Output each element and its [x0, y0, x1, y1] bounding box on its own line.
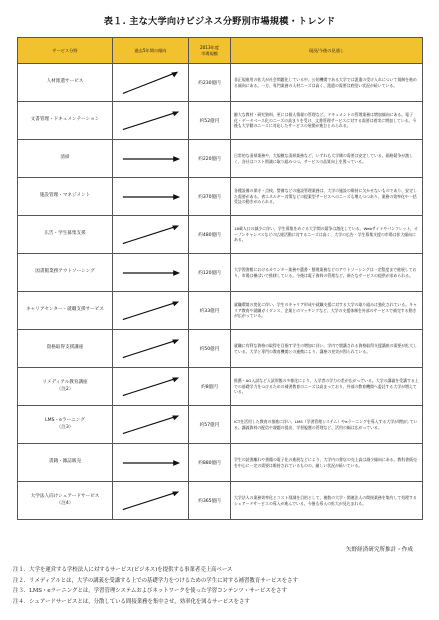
- outlook-text: 就職環境の変化に伴い、学生のキャリア形成や就職支援に対する大学の取り組みは強化されている。キャリア教育や就職ガイダンス、企業とのマッチングなど、大学の支援体制を外部のサービスで補完する動きが広がっている。: [231, 292, 423, 330]
- market-size: 約480億円: [189, 216, 231, 254]
- trend-cell: [113, 368, 189, 406]
- trend-arrow-icon: [113, 141, 188, 177]
- market-table: [17, 37, 423, 520]
- market-size: 約33億円: [189, 292, 231, 330]
- market-size: 約880億円: [189, 444, 231, 482]
- footnotes: [13, 565, 433, 607]
- outlook-text: 就職に有利な資格の取得を目指す学生の増加に伴い、学内で開講される資格取得支援講座の需要が拡大している。大学と専門の教育機関との連携により、講座の充実が図られている。: [231, 330, 423, 368]
- service-name: 清掃: [18, 140, 113, 178]
- trend-cell: [113, 64, 189, 102]
- service-name: キャリアセンター・就職支援サービス: [18, 292, 113, 330]
- trend-arrow-icon: [113, 369, 188, 405]
- footnote-2: 注２．リメディアルとは，大学の講義を受講する上での基礎学力をつけるための学生に対する補習教育サービスをさす: [13, 577, 298, 584]
- trend-arrow-icon: [113, 331, 188, 367]
- service-name: 図書館業務アウトソーシング: [18, 254, 113, 292]
- trend-arrow-icon: [113, 103, 188, 139]
- trend-cell: [113, 444, 189, 482]
- trend-arrow-icon: [113, 483, 188, 519]
- outlook-text: 膨大な教材・研究資料、更には個人情報の管理など、ドキュメントの管理業務は増加傾向にある。電子化・データベース化のニーズの高まりを受け、文書管理サービスに対する需要は着実に増加している。今後も大学側のニーズに対応したサービスの展開が進むとみられる。: [231, 102, 423, 140]
- header-service: サービス分野: [18, 38, 113, 64]
- market-size: 約52億円: [189, 102, 231, 140]
- trend-cell: [113, 102, 189, 140]
- service-name: 資格取得支援講座: [18, 330, 113, 368]
- trend-arrow-icon: [113, 407, 188, 443]
- trend-cell: [113, 406, 189, 444]
- service-name: 人材派遣サービス: [18, 64, 113, 102]
- service-name: LMS・eラーニング （注3）: [18, 406, 113, 444]
- outlook-text: ICTを活用した教育の推進に伴い、LMS（学習管理システム）やeラーニングを導入する大学が増加している。講義資料の配信や課題の提出、学習履歴の管理など、活用の幅は広がっている。: [231, 406, 423, 444]
- service-name: 大学法人向けシェアードサービス （注4）: [18, 482, 113, 520]
- table-row: [18, 64, 423, 102]
- footnote-1: 注１．大学を運営する学校法人に対するサービス(ビジネス)を提供する事業者売上高ベース: [13, 567, 233, 573]
- table-row: [18, 292, 423, 330]
- header-size-text: 2013年度 市場規模: [199, 44, 220, 56]
- trend-cell: [113, 140, 189, 178]
- table-row: [18, 178, 423, 216]
- table-title: 表１. 主な大学向けビジネス分野別市場規模・トレンド: [103, 16, 336, 27]
- outlook-text: 大学法人の業務効率化とコスト削減を目的として、複数の大学・関連法人の間接業務を集約して処理するシェアードサービスの導入が進んでいる。今後も導入の拡大が見込まれる。: [231, 482, 423, 520]
- table-row: [18, 216, 423, 254]
- trend-arrow-icon: [113, 217, 188, 253]
- market-size: 約370億円: [189, 178, 231, 216]
- service-name: リメディアル教育講座 （注2）: [18, 368, 113, 406]
- outlook-text: 大学図書館におけるカウンター業務や選書・整理業務などのアウトソーシングは一定程度まで進展しており、市場は横ばいで推移している。今後は電子資料の管理など、新たなサービスの提供が求められる。: [231, 254, 423, 292]
- table-row: [18, 482, 423, 520]
- table-row: [18, 140, 423, 178]
- service-name: 書籍・雑誌販売: [18, 444, 113, 482]
- table-row: [18, 330, 423, 368]
- trend-cell: [113, 178, 189, 216]
- trend-arrow-icon: [113, 445, 188, 481]
- market-size: 約230億円: [189, 64, 231, 102]
- footnote-4: 注４．シェアードサービスとは，分散している間接業務を集中させ，効率化を図るサービスをさす: [13, 598, 250, 605]
- header-trend: 過去5年間の傾向: [113, 38, 189, 64]
- source-credit: 矢野経済研究所推計・作成: [345, 547, 413, 553]
- trend-cell: [113, 254, 189, 292]
- outlook-text: 18歳人口の減少に伴い、学生募集をめぐる大学間の競争は激化している。Webサイトやパンフレット、オープンキャンパスなどの広報活動に対するニーズは高く、大学の広告・学生募集支援の市場は拡大傾向にある。: [231, 216, 423, 254]
- trend-cell: [113, 482, 189, 520]
- header-outlook: 現況/今後の見通し: [231, 38, 423, 64]
- service-name: 広告・学生募集支援: [18, 216, 113, 254]
- market-size: 約120億円: [189, 254, 231, 292]
- trend-cell: [113, 292, 189, 330]
- outlook-text: 推薦・AO入試など入試形態の多様化により、入学者の学力の差が広がっている。大学の講義を受講する上での基礎学力をつけるための補習教育のニーズは高まっており、外部の教育機関へ委託する大学が増えている。: [231, 368, 423, 406]
- trend-cell: [113, 330, 189, 368]
- market-size: 約57億円: [189, 406, 231, 444]
- trend-arrow-icon: [113, 65, 188, 101]
- service-name: 文書管理・ドキュメンテーション: [18, 102, 113, 140]
- outlook-text: 日常的な清掃業務や、大規模な清掃業務など、いずれも大学側の需要は安定している。価格競争が激しく、各社はコスト削減に取り組みつつ、サービスの品質向上を図っている。: [231, 140, 423, 178]
- table-row: [18, 444, 423, 482]
- outlook-text: 非正規雇用の拡大が社会問題化している中、公的機関である大学では派遣の受け入れについて規制を進める傾向にある。一方、専門業務の人材ニーズは高く、派遣の需要は底堅い状況が続いている。: [231, 64, 423, 102]
- trend-cell: [113, 216, 189, 254]
- footnote-3: 注３．LMS・eラーニングとは，学習管理システムおよびネットワークを使った学習コンテンツ・サービスをさす: [13, 588, 287, 594]
- trend-arrow-icon: [113, 179, 188, 215]
- service-name: 施設管理・マネジメント: [18, 178, 113, 216]
- market-size: 約50億円: [189, 330, 231, 368]
- table-row: [18, 368, 423, 406]
- market-size: 約365億円: [189, 482, 231, 520]
- table-row: [18, 254, 423, 292]
- trend-arrow-icon: [113, 255, 188, 291]
- trend-arrow-icon: [113, 293, 188, 329]
- outlook-text: 各種設備の保守・点検、警備などの施設管理業務は、大学の施設の維持に欠かせないものであり、安定した需要がある。省エネルギー対策などの提案型サービスへのニーズも増えつつあり、業務の効率化や一括受託の動きがみられる。: [231, 178, 423, 216]
- header-size: [189, 38, 231, 64]
- market-size: 約8億円: [189, 368, 231, 406]
- market-size: 約220億円: [189, 140, 231, 178]
- table-row: [18, 102, 423, 140]
- outlook-text: 学生の読書離れや書籍の電子化の進展などにより、大学内の書店の売上高は減少傾向にある。教科書販売を中心に一定の需要は維持されているものの、厳しい状況が続いている。: [231, 444, 423, 482]
- table-row: [18, 406, 423, 444]
- header-row: [18, 38, 423, 64]
